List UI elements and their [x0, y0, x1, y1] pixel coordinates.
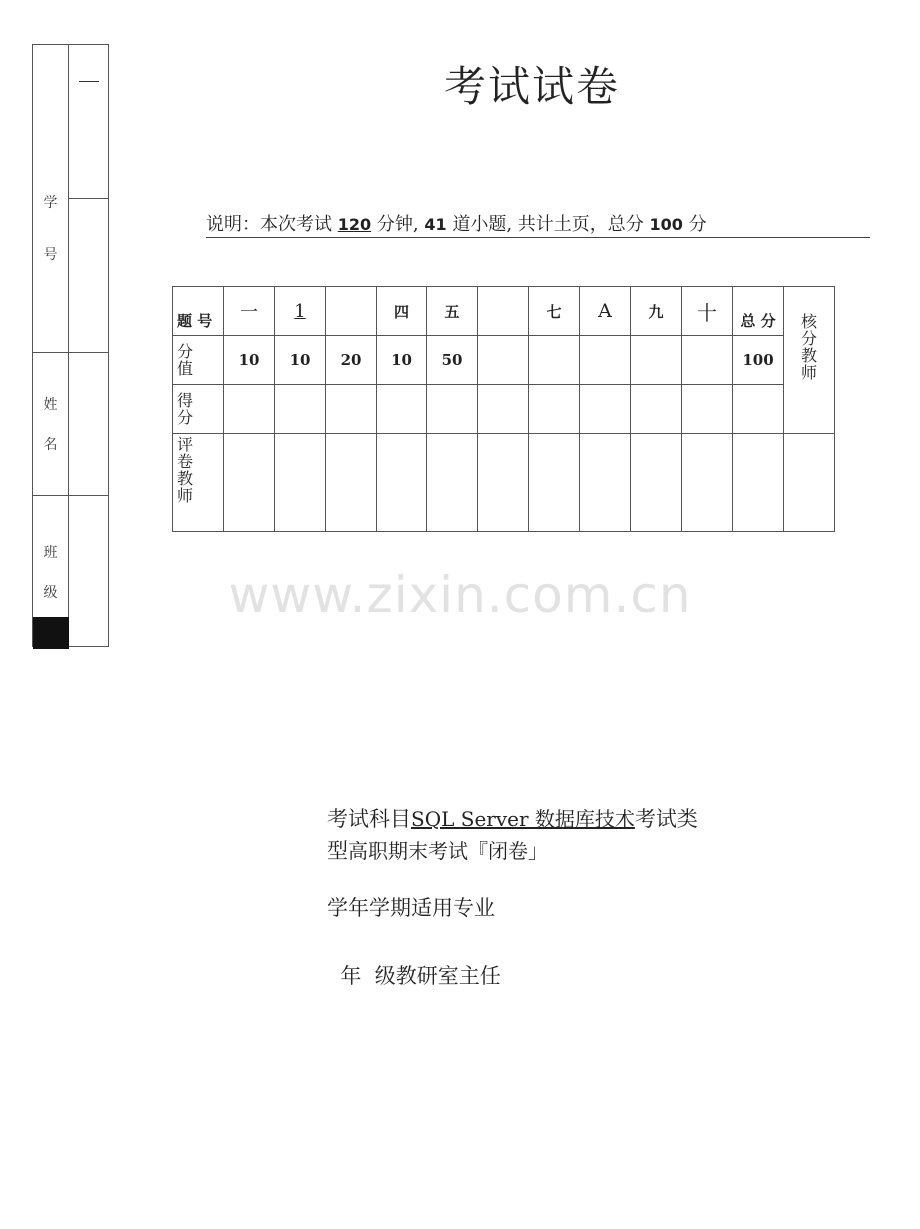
grader-cell[interactable] — [529, 434, 580, 532]
score-value: 20 — [326, 336, 377, 385]
score-value — [529, 336, 580, 385]
grade-line — [327, 936, 501, 990]
grader-cell[interactable] — [224, 434, 275, 532]
subject-label: 考试科目 — [327, 807, 411, 831]
col-5: 五 — [427, 287, 478, 336]
col-6 — [478, 287, 529, 336]
score-value: 10 — [275, 336, 326, 385]
grader-cell[interactable] — [275, 434, 326, 532]
page-title: 考试试卷 — [444, 62, 621, 111]
subject-value: SQL Server 数据库技术 — [411, 807, 635, 831]
exam-description — [206, 210, 870, 238]
obtained-cell[interactable] — [326, 385, 377, 434]
table-row-grader — [173, 434, 835, 532]
obtained-cell[interactable] — [224, 385, 275, 434]
binding-strip — [32, 44, 109, 647]
reviewer-label-cell — [784, 287, 835, 434]
score-value — [631, 336, 682, 385]
desc-mid1: 分钟, — [376, 214, 419, 235]
score-value — [580, 336, 631, 385]
score-value: 10 — [224, 336, 275, 385]
desc-suffix: 分 — [688, 214, 707, 235]
exam-type-line — [327, 835, 548, 865]
desc-prefix: 说明：本次考试 — [206, 214, 332, 235]
grader-cell[interactable] — [478, 434, 529, 532]
grader-cell[interactable] — [427, 434, 478, 532]
table-row-obtained — [173, 385, 835, 434]
reviewer-label: 核分教师 — [800, 312, 817, 382]
col-2: 1 — [275, 287, 326, 336]
class-label-text: 班 级 — [43, 545, 58, 601]
grader-cell[interactable] — [682, 434, 733, 532]
col-3 — [326, 287, 377, 336]
strip-top-mark — [79, 81, 99, 82]
obtained-cell[interactable] — [478, 385, 529, 434]
obtained-label — [173, 385, 224, 434]
watermark: www.zixin.com.cn — [228, 566, 692, 624]
student-id-label-text: 学 号 — [43, 195, 58, 263]
score-total: 100 — [733, 336, 784, 385]
table-row-header — [173, 287, 835, 336]
total-label: 总 分 — [733, 287, 784, 336]
grader-label — [173, 434, 224, 532]
desc-mid2: 道小题, 共计土页，总分 — [452, 214, 644, 235]
col-7: 七 — [529, 287, 580, 336]
desc-minutes: 120 — [337, 215, 372, 234]
score-value — [478, 336, 529, 385]
name-label-text: 姓 名 — [43, 397, 58, 453]
type-label-a: 考试类 — [634, 807, 698, 831]
obtained-cell[interactable] — [377, 385, 427, 434]
desc-questions: 41 — [424, 215, 447, 234]
strip-line — [33, 352, 108, 353]
student-id-label — [33, 177, 68, 281]
obtained-cell[interactable] — [580, 385, 631, 434]
name-label — [33, 385, 68, 465]
semester-line — [327, 892, 495, 922]
strip-line — [33, 495, 108, 496]
obtained-cell[interactable] — [682, 385, 733, 434]
grader-cell[interactable] — [326, 434, 377, 532]
grade-label: 年 级教研室主任 — [340, 964, 501, 988]
strip-divider — [68, 45, 69, 646]
header-label: 题 号 — [173, 287, 224, 336]
col-10: 十 — [682, 287, 733, 336]
desc-total: 100 — [649, 215, 683, 234]
col-8: A — [580, 287, 631, 336]
col-1: 一 — [224, 287, 275, 336]
grader-label-text: 评卷教师 — [177, 435, 194, 505]
obtained-cell[interactable] — [631, 385, 682, 434]
grader-cell[interactable] — [377, 434, 427, 532]
grader-cell[interactable] — [733, 434, 784, 532]
score-row-label-text: 分值 — [177, 342, 194, 378]
score-value: 50 — [427, 336, 478, 385]
type-value: 高职期末考试『闭卷」 — [348, 839, 548, 863]
type-label-b: 型 — [327, 839, 348, 863]
table-row-score — [173, 336, 835, 385]
obtained-cell[interactable] — [529, 385, 580, 434]
score-table — [172, 286, 835, 532]
score-row-label — [173, 336, 224, 385]
col-9: 九 — [631, 287, 682, 336]
grader-cell[interactable] — [631, 434, 682, 532]
grader-cell[interactable] — [784, 434, 835, 532]
semester-label: 学年学期适用专业 — [327, 896, 495, 920]
obtained-cell[interactable] — [733, 385, 784, 434]
score-value — [682, 336, 733, 385]
obtained-cell[interactable] — [427, 385, 478, 434]
grader-cell[interactable] — [580, 434, 631, 532]
exam-subject-line — [327, 803, 698, 833]
col-4: 四 — [377, 287, 427, 336]
obtained-label-text: 得分 — [177, 391, 194, 427]
score-value: 10 — [377, 336, 427, 385]
strip-line — [68, 198, 108, 199]
obtained-cell[interactable] — [275, 385, 326, 434]
